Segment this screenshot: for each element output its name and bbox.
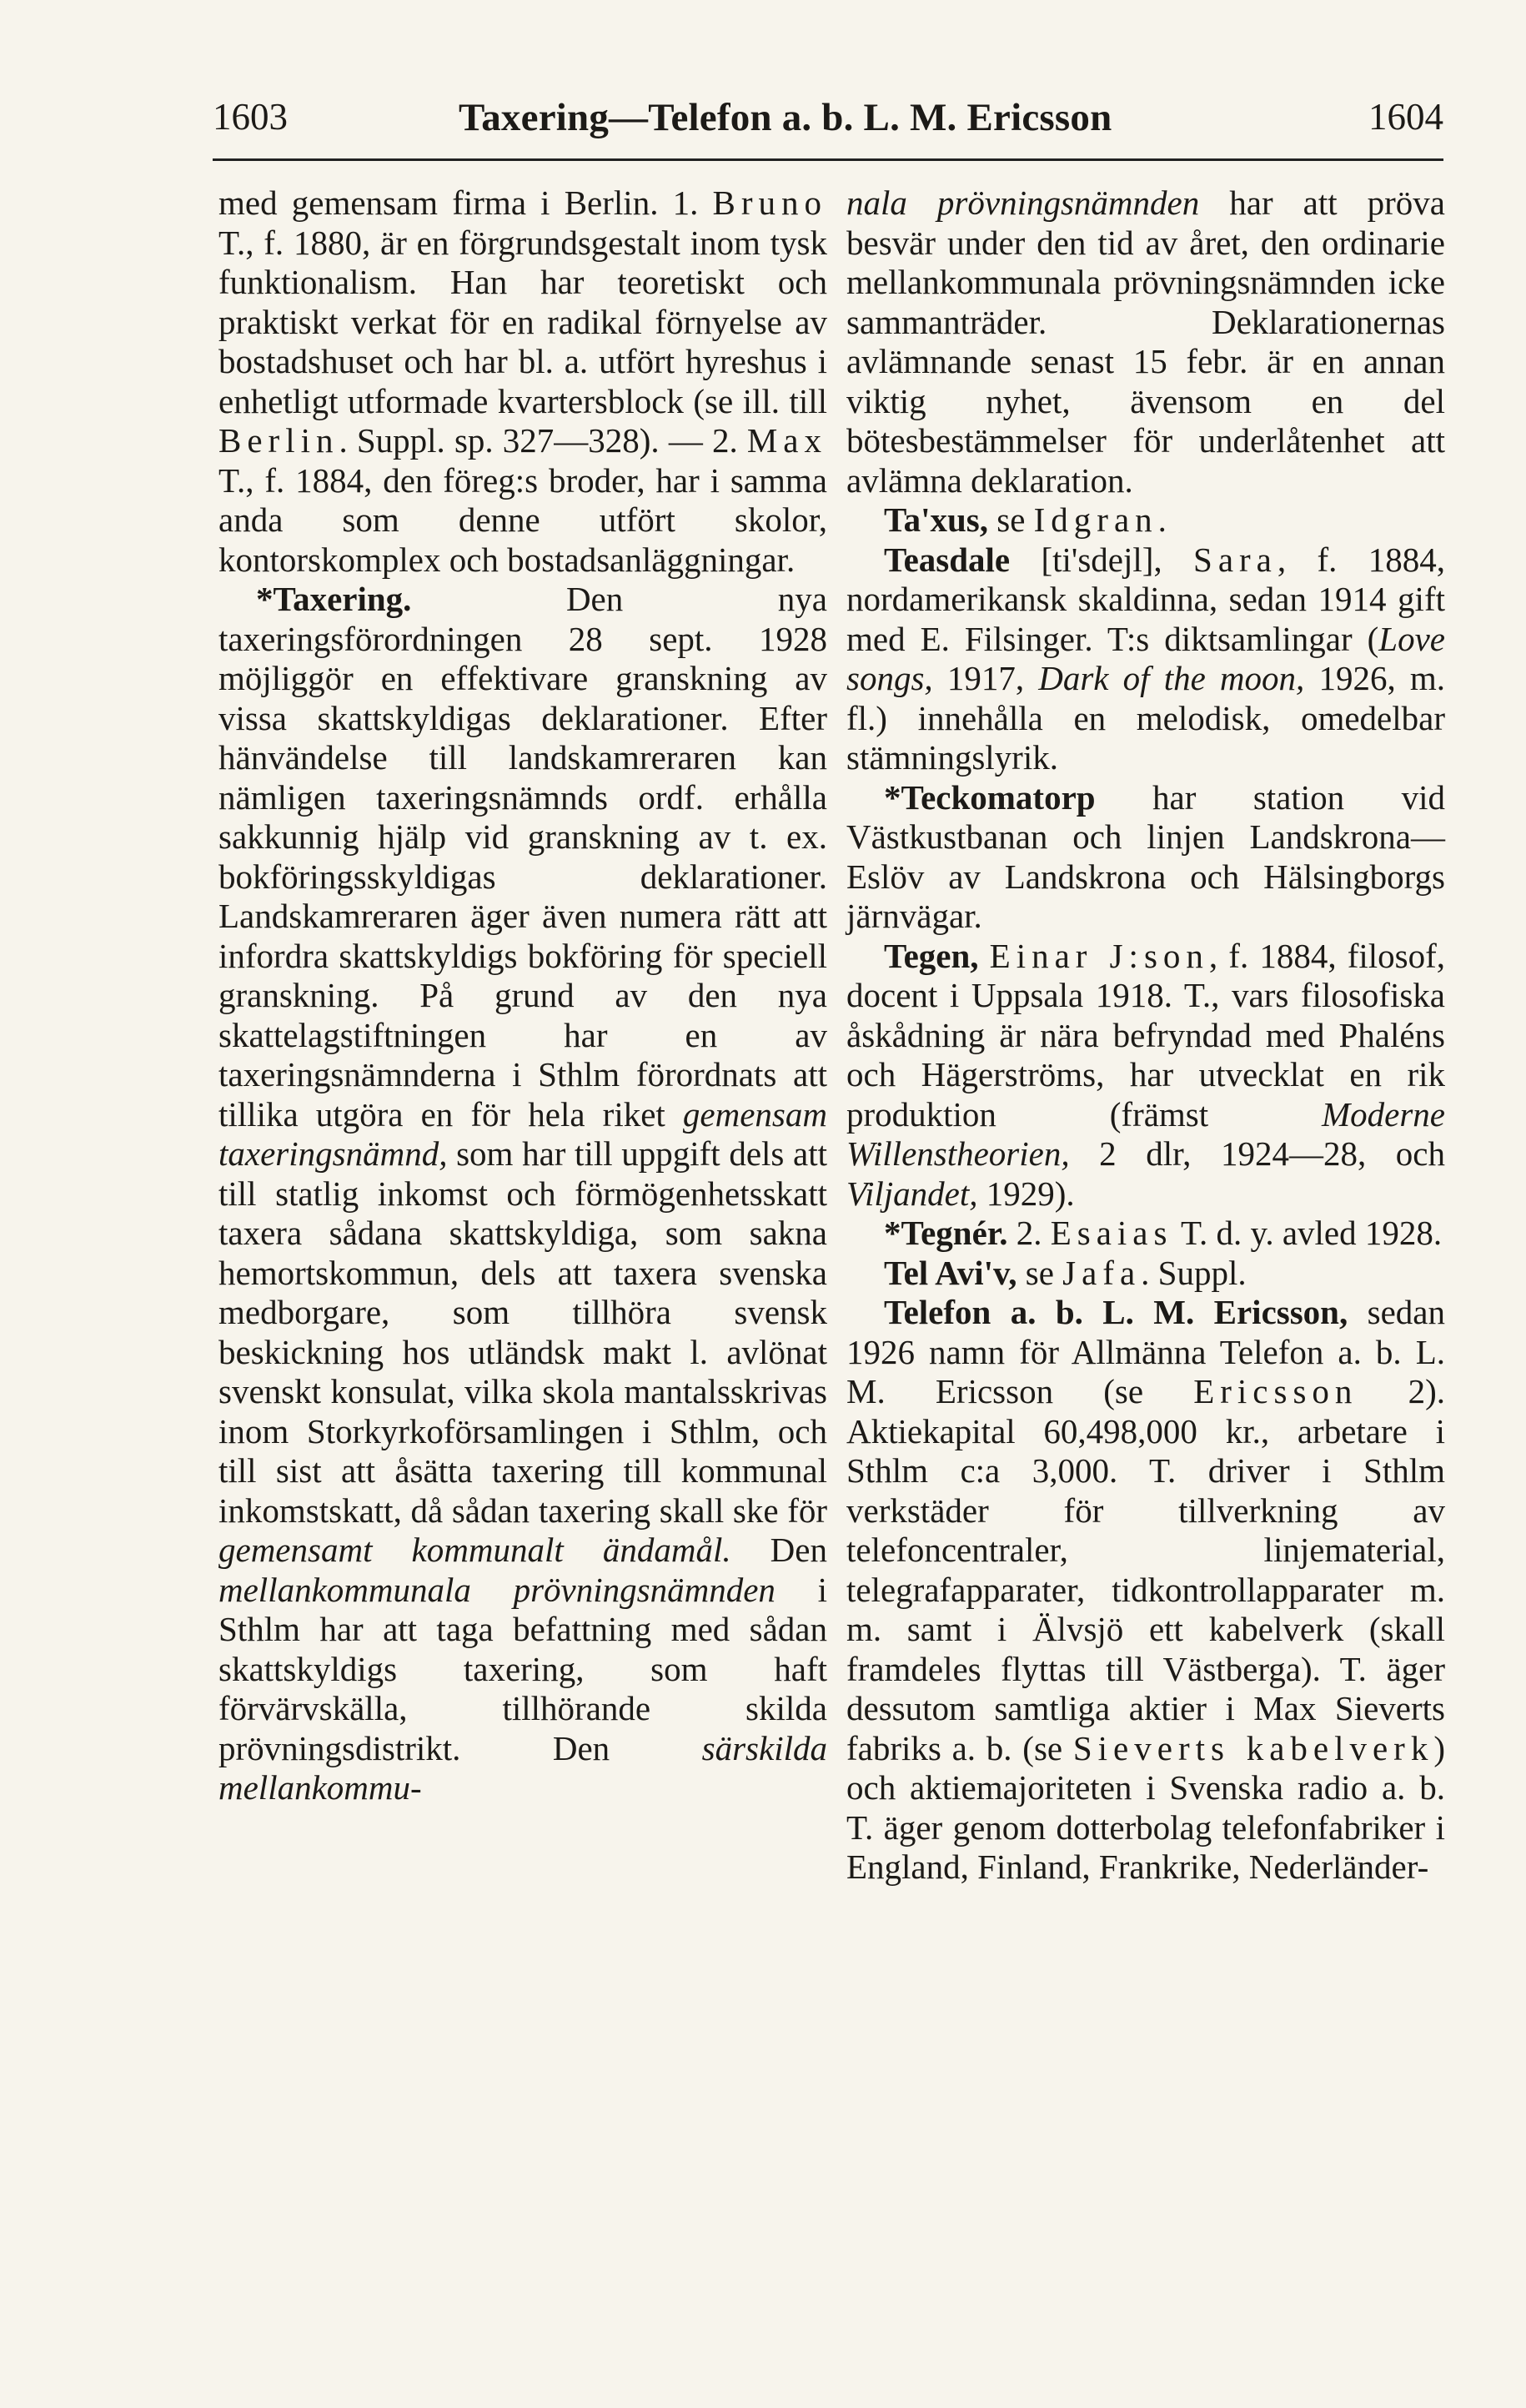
headword-taxus: Ta'xus, (884, 500, 988, 539)
taut-entry-continuation: med gemensam firma i Berlin. 1. Bruno T., f. 1880, är en förgrundsgestalt inom tysk funktionalism. Han har teoretiskt och praktiskt verkat för en radikal förnyelse av bostadshuset och har bl. a. utfört hyreshus i enhetligt utformade kvartersblock (se ill. till Berlin. Suppl. sp. 327—328). — 2. Max T., f. 1884, den föreg:s broder, har i samma anda som denne utfört skolor, kontorskomplex och bostadsanläggningar. (218, 183, 827, 579)
entry-taxus: Ta'xus, se Idgran. (884, 500, 1167, 539)
entry-telefon-ericsson: Telefon a. b. L. M. Ericsson, sedan 1926 namn för Allmänna Telefon a. b. L. M. Ericsson (se Ericsson 2). Aktiekapital 60,498,000 kr., arbetare i Sthlm c:a 3,000. T. driver i Sthlm verkstäder för tillverkning av telefoncentraler, linjematerial, telegrafapparater, tidkontrollapparater m. m. samt i Älvsjö ett kabelverk (skall framdeles flyttas till Västberga). T. äger dessutom samtliga aktier i Max Sieverts fabriks a. b. (se Sieverts kabelverk) och aktiemajoriteten i Svenska radio a. b. T. äger genom dotterbolag telefonfabriker i England, Finland, Frankrike, Nederländer- (846, 1293, 1445, 1886)
running-header (213, 87, 1443, 145)
entry-teasdale: Teasdale [ti'sdejl], Sara, f. 1884, nordamerikansk skaldinna, sedan 1914 gift med E. Filsinger. T:s diktsamlingar (Love songs, 1917, Dark of the moon, 1926, m. fl.) innehålla en melodisk, omedelbar stämningslyrik. (846, 540, 1445, 777)
headword-tegner: *Tegnér. (884, 1214, 1008, 1252)
left-column (218, 183, 827, 1808)
right-column (846, 183, 1445, 1888)
right-column-number: 1604 (1368, 96, 1443, 138)
headword-teckomatorp: *Teckomatorp (884, 777, 1096, 817)
headword-taxering: *Taxering. (256, 580, 412, 618)
entry-tegner: *Tegnér. 2. Esaias T. d. y. avled 1928. (884, 1214, 1443, 1252)
running-title: Taxering—Telefon a. b. L. M. Ericsson (459, 96, 1112, 139)
entry-teckomatorp: *Teckomatorp har station vid Västkustbanan och linjen Landskrona—Eslöv av Landskrona och Hälsingborgs järnvägar. (846, 777, 1445, 935)
headword-tel-aviv: Tel Avi'v, (884, 1253, 1017, 1292)
headword-telefon-ericsson: Telefon a. b. L. M. Ericsson, (884, 1293, 1348, 1331)
entry-tegen: Tegen, Einar J:son, f. 1884, filosof, docent i Uppsala 1918. T., vars filosofiska åskådning är nära befryndad med Phaléns och Hägerströms, har utvecklat en rik produktion (främst Moderne Willenstheorien, 2 dlr, 1924—28, och Viljandet, 1929). (846, 936, 1446, 1213)
headword-teasdale: Teasdale (884, 540, 1011, 579)
headword-tegen: Tegen, (884, 936, 979, 975)
header-rule (213, 158, 1443, 161)
entry-taxering: *Taxering. Den nya taxeringsförordningen 28 sept. 1928 möjliggör en effektivare granskning av vissa skattskyldigas deklarationer. Efter hänvändelse till landskamreraren kan nämligen taxeringsnämnds ordf. erhålla sakkunnig hjälp vid granskning av t. ex. bokföringsskyldigas deklarationer. Landskamreraren äger även numera rätt att infordra skattskyldigs bokföring för speciell granskning. På grund av den nya skattelagstiftningen har en av taxeringsnämnderna i Sthlm förordnats att tillika utgöra en för hela riket gemensam taxeringsnämnd, som har till uppgift dels att till statlig inkomst och förmögenhetsskatt taxera sådana skattskyldiga, som sakna hemortskommun, dels att taxera svenska medborgare, som tillhöra svensk beskickning hos utländsk makt l. avlönat svenskt konsulat, vilka skola mantalsskrivas inom Storkyrkoförsamlingen i Sthlm, och till sist att åsätta taxering till kommunal inkomstskatt, då sådan taxering skall ske för gemensamt kommunalt ändamål. Den mellankommunala prövningsnämnden i Sthlm har att taga befattning med sådan skattskyldigs taxering, som haft förvärvskälla, tillhörande skilda prövningsdistrikt. Den särskilda mellankommu- (218, 580, 827, 1807)
left-column-number: 1603 (213, 96, 288, 138)
entry-tel-aviv: Tel Avi'v, se Jafa. Suppl. (884, 1253, 1247, 1292)
taxering-entry-continuation: nala prövningsnämnden har att pröva besvär under den tid av året, den ordinarie mellankommunala prövningsnämnden icke sammanträder. Deklarationernas avlämnande senast 15 febr. är en annan viktig nyhet, ävensom en del bötesbestämmelser för underlåtenhet att avlämna deklaration. (846, 183, 1445, 500)
